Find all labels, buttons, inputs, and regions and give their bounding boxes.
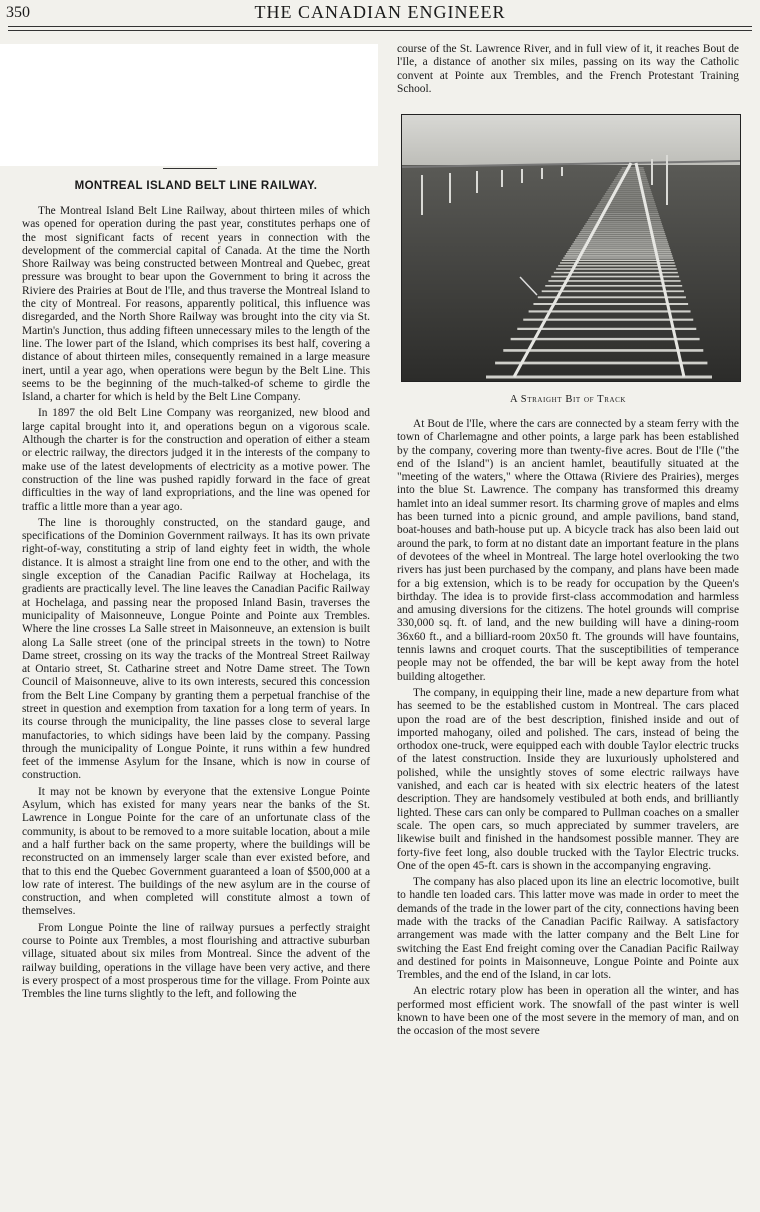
paragraph: In 1897 the old Belt Line Company was reorganized, new blood and large capital brought into it, and operations begun on a vigorous scale. Although the charter is for the construction and operation of either a steam or electric railway, the directors judged it in the interests of the company to make use of the latest developments of electricity as a motive power. The construction of the line was pushed rapidly forward in the face of great difficulties in the way of land expropriations, and the line was opened for traffic a little more than a year ago.	[22, 407, 370, 513]
paragraph: The line is thoroughly constructed, on the standard gauge, and specifications of the Dominion Government railways. It has its own private right-of-way, constituting a strip of land eighty feet in width, the whole distance. It is almost a straight line from one end to the other, and with the single exception of the Canadian Pacific Railway at Hochelaga, its gradients are practically level. The line leaves the Canadian Pacific Railway at Hochelaga, and passing near the proposed Inland Basin, traverses the municipality of Maisonneuve, Longue Pointe and Pointe aux Trembles. Where the line crosses La Salle street in Maisonneuve, an extension is built along La Salle street (one of the principal streets in the town) to Notre Dame street, crossing on its way the tracks of the Montreal Street Railway at Ontario street, St. Catharine street and Notre Dame street. The Town Council of Maisonneuve, alive to its own interests, secured this concession from the Belt Line Company by granting them a perpetual franchise of the street in question and exemption from taxation for a long term of years. In its course through the municipality, the line passes close to several large manufactories, to which sidings have been laid by the company. Passing through the municipality of Longue Pointe, it runs within a few hundred feet of the immense Asylum for the Insane, which is now in course of construction.	[22, 516, 370, 782]
right-column-top	[397, 43, 739, 96]
railway-track-illustration	[402, 115, 740, 381]
track-photo	[401, 114, 741, 382]
header-rule	[8, 26, 752, 27]
header-rule-2	[8, 30, 752, 31]
paragraph: The company has also placed upon its line an electric locomotive, built to handle ten loaded cars. This latter move was made in order to meet the demands of the trade in the lower part of the city, connections having been made with the tracks of the Canadian Pacific Railway. A satisfactory arrangement was made with the latter company and the Belt Line for switching the East End freight coming over the Canadian Pacific Railway and destined for points in Maisonneuve, Longue Pointe and Pointe aux Trembles, and the end of the Island, in car lots.	[397, 876, 739, 982]
page-number: 350	[6, 4, 30, 21]
left-column	[22, 205, 370, 1002]
paragraph: It may not be known by everyone that the extensive Longue Pointe Asylum, which has existed for many years near the banks of the St. Lawrence in Longue Pointe for the care of an unfortunate class of the community, is about to be removed to a more suitable location, about a mile and a half further back on the same property, where the buildings will be reconstructed on an immensely larger scale than ever existed before, and that to this end the Quebec Government guaranteed a loan of $500,000 at a low rate of interest. The buildings of the new asylum are in the course of construction, and when completed will constitute almost a town of themselves.	[22, 785, 370, 918]
article-title: MONTREAL ISLAND BELT LINE RAILWAY.	[74, 180, 318, 192]
blank-area	[0, 44, 378, 166]
paragraph: The Montreal Island Belt Line Railway, about thirteen miles of which was opened for operation during the past year, constitutes perhaps one of the most significant facts of recent years in connection with the development of the commercial capital of Canada. At the time the North Shore Railway was being constructed between Montreal and Quebec, great pressure was brought to bear upon the Government to bring it across the Riviere des Prairies at Bout de l'Ile, and thus traverse the Montreal Island to the city of Montreal. For reasons, apparently political, this influence was disregarded, and the North Shore Railway was brought into the city via St. Martin's Junction, thus adding fifteen unnecessary miles to the length of the line. The lower part of the Island, which comprises its best half, covering a distance of about thirteen miles, consequently remained in a large measure inert, until a year ago, when operations were begun by the Belt Line. This seems to be the beginning of the much-talked-of scheme to girdle the Island, a charter for which is held by the Belt Line Company.	[22, 205, 370, 404]
paragraph: From Longue Pointe the line of railway pursues a perfectly straight course to Pointe aux Trembles, a most flourishing and attractive suburban village, situated about six miles from Montreal. Since the advent of the railway building, operations in the village have been very active, and there is every prospect of a most prosperous time for the village. From Pointe aux Trembles the line turns slightly to the left, and following the	[22, 921, 370, 1001]
page-header	[0, 0, 760, 30]
paragraph: course of the St. Lawrence River, and in full view of it, it reaches Bout de l'Ile, a distance of another six miles, passing on its way the Catholic convent at Pointe aux Trembles, and the French Protestant Training School.	[397, 43, 739, 95]
paragraph: At Bout de l'Ile, where the cars are connected by a steam ferry with the town of Charlemagne and other points, a large park has been established by the company, covering more than twenty-five acres. Bout de l'Ile ("the end of the Island") is an ancient hamlet, beautifully situated at the "meeting of the waters," where the Ottawa (Riviere des Prairies), merges into the blue St. Lawrence. The company has transformed this dreamy hamlet into an ideal summer resort. Its charming grove of maples and elms has been turned into a picnic ground, and ample pavilions, band stand, boat-houses and bath-house put up. A bicycle track has also been laid out around the park, to form at no distant date an important feature in the plans of devotees of the wheel in Montreal. The large hotel overlooking the two rivers has just been purchased by the company, and plans have been made for a big extension, which is to be ready for occupation by the Queen's birthday. The idea is to provide first-class accommodation and harmless and amusing diversions for the citizens. The hotel grounds will comprise 330,000 sq. ft. of land, and the new building will have a dining-room 36x60 ft., and a billiard-room 20x50 ft. The grounds will have fountains, tennis lawns and croquet courts. That the susceptibilities of temperance people may not be offended, the bar will be kept away from the hotel building altogether.	[397, 418, 739, 683]
figure-caption: A Straight Bit of Track	[509, 394, 627, 405]
journal-title: THE CANADIAN ENGINEER	[254, 2, 506, 22]
title-rule	[163, 168, 217, 169]
paragraph: An electric rotary plow has been in operation all the winter, and has performed most efficient work. The snowfall of the past winter is well known to have been one of the most severe in the memory of man, and on the occasion of the most severe	[397, 985, 739, 1038]
paragraph: The company, in equipping their line, made a new departure from what has seemed to be the established custom in Montreal. The cars placed upon the road are of the best description, finished inside and out of imported mahogany, oiled and polished. The cars, instead of being the orthodox one-truck, were equipped each with double Taylor electric trucks of the latest construction. Inside they are luxuriously upholstered and polished, while the unsightly stoves of some electric railways have vanished, and each car is heated with six electric heaters of the latest description. They are handsomely vestibuled at both ends, and brilliantly lighted. These cars can only be compared to Pullman coaches on a smaller scale. The open cars, so much appreciated by summer travelers, are likewise built and finished in the handsomest possible manner. They are forty-five feet long, also double trucked with the Taylor Electric trucks. One of the open 45-ft. cars is shown in the accompanying engraving.	[397, 686, 739, 872]
right-column	[397, 418, 739, 1039]
